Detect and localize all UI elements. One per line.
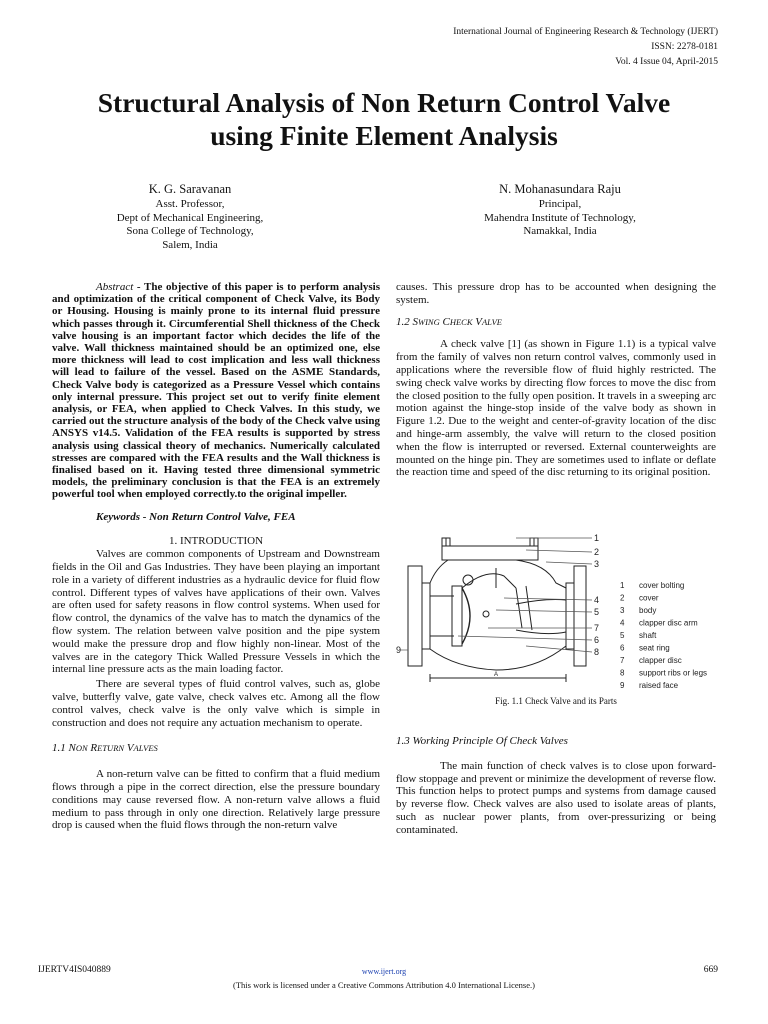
abstract-label: Abstract: [96, 281, 134, 293]
heading-part: ON: [75, 743, 88, 754]
heading-part: R: [87, 742, 98, 755]
callout-1: 1: [594, 533, 600, 543]
intro-paragraph-1: Valves are common components of Upstream and Downstream fields in the Oil and Gas Industries. They have been playing an important role in a variety of different industries as a hydraulic device for fluid flow control. Different types of valves have applications of their own. Valves are often used for safety reasons in flow control systems. When used for flow control, the dynamics of the valve has to match the dynamics of the flow system. The relation between valve position and the pipe system would make the pressure drop and flow highly non-linear. Most of the valves are in the category Thick Walled Pressure Vessels in which the internal line pressure acts as the main loading factor.: [52, 548, 380, 676]
part-label: seat ring: [639, 643, 670, 653]
part-number: 2: [620, 593, 625, 603]
section-1-2-heading: [396, 316, 716, 329]
part-number: 7: [620, 656, 625, 665]
heading-part: V: [124, 742, 134, 755]
heading-part: ETURN: [97, 743, 125, 754]
author-1-line: Salem, India: [162, 238, 218, 251]
heading-part: V: [472, 315, 482, 328]
section-1-3-text: The main function of check valves is to close upon forward-flow stoppage and prevent or minimize the development of reverse flow. This function helps to protect pumps and systems from damage caused by reverse flow. Check valves are also used to isolate areas of plants, such as nuclear power plants, from over-pressurizing or being contaminated.: [396, 759, 716, 836]
callout-6: 6: [594, 635, 600, 645]
license-note: (This work is licensed under a Creative Commons Attribution 4.0 International License.): [233, 980, 535, 990]
part-label: raised face: [639, 681, 679, 690]
section-1-2-text: A check valve [1] (as shown in Figure 1.1) is a typical valve from the family of valves non return control valves, commonly used in applications where the reversible flow of fluid highly restricted. The swing check valve works by directing flow forces to move the disc from the closed position to the fully open position. It travels in a sweeping arc motion against the hinge-stop inside of the valve body as shown in Figure 1.2. Due to the weight and center-of-gravity location of the disc and hinge-arm assembly, the valve will return to the closed position when the flow is interrupted or reversed. External counterweights are mounted on the hinge pin. They are sometimes used to inflate or deflate the reaction time and speed of the disc returning to its original position.: [396, 338, 716, 479]
title-line-1: Structural Analysis of Non Return Control Valve: [97, 87, 671, 118]
part-number: 3: [620, 606, 625, 615]
section-1-3-heading: 1.3 Working Principle Of Check Valves: [396, 735, 568, 747]
section-1-heading: 1. INTRODUCTION: [168, 535, 264, 548]
abstract-text: - The objective of this paper is to perform analysis and optimization of the critical component of Check Valve, its Body or Housing. Housing is mainly prone to its internal fluid pressure which passes through it. Circumferential Shell thickness of the Check valve housing is an important factor which decides the life of the valve. Wall thickness maintained should be an optimized one, else more thickness will lead to cost implication and less wall thickness will lead to failure of the vessel. Based on the ASME Standards, Check Valve body is categorized as a Pressure Vessel which contains only internal pressure. This project set out to verify finite element analysis, or FEA, when applied to Check Valves. In this study, we carried out the structure analysis of the body of the Check valve using ANSYS v14.5. Validation of the FEA results is supported by stress analysis using classical theory of mechanics. Numerically calculated stresses are compared with the FEA results and the Wall thickness is finalised based on it. Having tested three dimensional symmetric models, the preliminary conclusion is that the FEA is an extremely powerful tool when employed correctly.to the original impeller.: [52, 281, 380, 501]
leader-lines: [400, 538, 592, 652]
part-label: clapper disc: [639, 656, 682, 665]
callout-4: 4: [594, 595, 600, 605]
check-valve-figure: [396, 528, 726, 698]
left-column: [52, 281, 380, 832]
right-column-lower: [396, 735, 716, 837]
right-column: [396, 281, 716, 479]
part-number: 6: [620, 643, 625, 653]
heading-part: ALVES: [133, 743, 158, 754]
journal-link[interactable]: www.ijert.org: [361, 967, 407, 976]
title-line-2: using Finite Element Analysis: [210, 120, 558, 151]
journal-name: International Journal of Engineering Research & Technology (IJERT): [453, 27, 718, 37]
callout-2: 2: [594, 547, 600, 557]
part-number: 9: [620, 681, 625, 690]
keywords: Keywords - Non Return Control Valve, FEA: [96, 510, 296, 523]
part-label: clapper disc arm: [639, 618, 698, 628]
part-label: support ribs or legs: [639, 668, 708, 678]
heading-part: 1.2 S: [396, 315, 418, 328]
author-1-line: Asst. Professor,: [155, 198, 225, 210]
author-1-name: K. G. Saravanan: [148, 182, 232, 196]
abstract: [52, 281, 380, 501]
parts-list: [620, 581, 707, 690]
part-number: 1: [620, 581, 625, 590]
part-number: 4: [620, 618, 625, 628]
author-2: [440, 181, 680, 239]
figure-caption: Fig. 1.1 Check Valve and its Parts: [495, 696, 617, 706]
author-2-line: Mahendra Institute of Technology,: [484, 211, 636, 224]
part-label: shaft: [639, 631, 657, 640]
heading-part: WING: [418, 316, 440, 327]
section-1-1-text: A non-return valve can be fitted to confirm that a fluid medium flows through a pipe in the correct direction, else the pressure boundary conditions may cause reversed flow. A non-return valve allows a fluid medium to pass through in only one direction. Relatively large pressure drop is caused when the fluid flows through the non-return valve: [52, 768, 380, 832]
paper-id: IJERTV4IS040889: [38, 965, 111, 975]
callout-9: 9: [396, 645, 402, 655]
author-1: [95, 181, 285, 252]
author-2-line: Namakkal, India: [523, 225, 597, 238]
part-number: 8: [620, 668, 625, 678]
paper-title: [0, 86, 768, 152]
callout-7: 7: [594, 623, 600, 633]
callout-a: A: [494, 672, 499, 678]
part-label: cover bolting: [639, 581, 685, 590]
continued-text: causes. This pressure drop has to be accounted when designing the system.: [396, 281, 716, 306]
callout-numbers: [396, 533, 599, 678]
section-1-1-heading: [52, 742, 380, 755]
author-1-line: Sona College of Technology,: [126, 225, 254, 238]
heading-part: C: [439, 315, 450, 328]
part-number: 5: [620, 631, 625, 640]
callout-8: 8: [594, 647, 600, 657]
author-2-line: Principal,: [538, 198, 582, 210]
author-2-name: N. Mohanasundara Raju: [499, 182, 621, 196]
callout-3: 3: [594, 559, 600, 569]
callout-5: 5: [594, 607, 600, 617]
author-1-line: Dept of Mechanical Engineering,: [116, 211, 264, 224]
part-label: cover: [639, 593, 659, 603]
heading-part: HECK: [449, 316, 473, 327]
intro-paragraph-2: There are several types of fluid control valves, such as, globe valve, butterfly valve, gate valve, check valves etc. Among all the flow control valves, check valve is the only valve which is simple in construction and does not require any actuation mechanism to operate.: [52, 678, 380, 729]
heading-part: 1.1 N: [52, 742, 76, 755]
heading-part: ALVE: [481, 316, 502, 327]
part-label: body: [639, 606, 657, 615]
page-number: 669: [703, 965, 718, 975]
issn: ISSN: 2278-0181: [651, 42, 718, 52]
volume-issue: Vol. 4 Issue 04, April-2015: [615, 57, 718, 67]
